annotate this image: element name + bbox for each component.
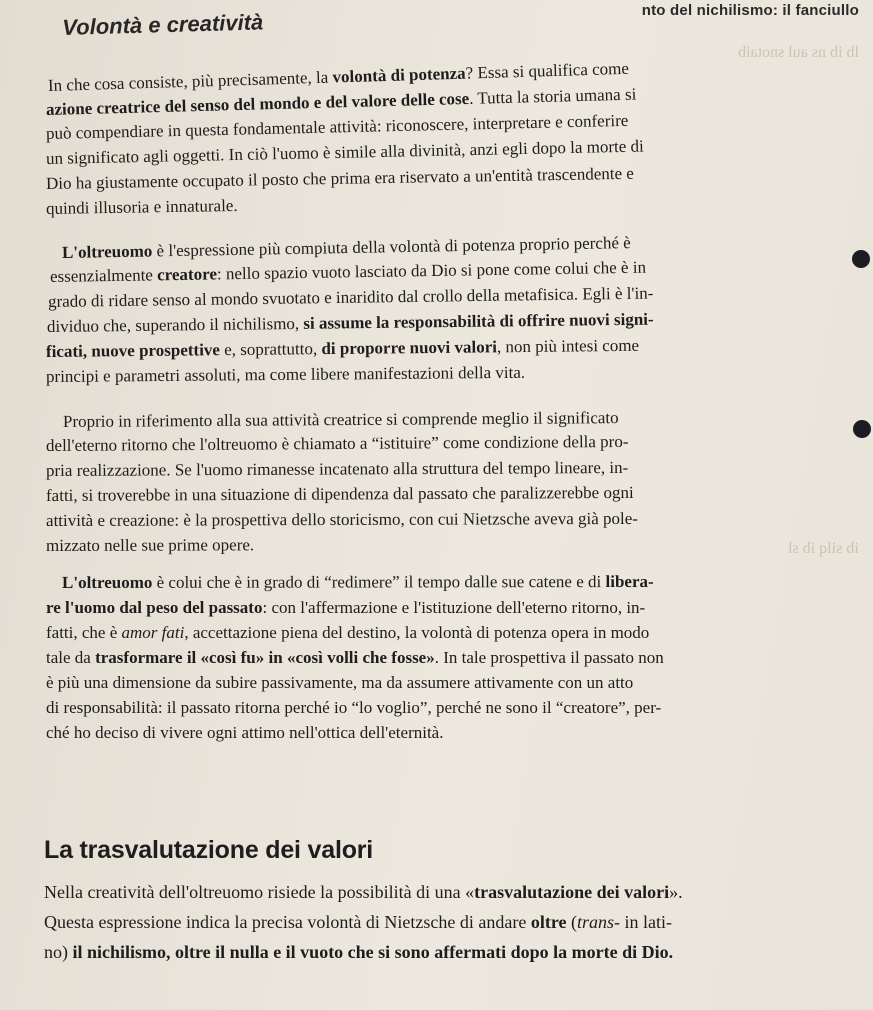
paragraph-4-line-4: tale da trasformare il «così fu» in «così volli che fosse». In tale prospettiva il passato non bbox=[46, 648, 664, 667]
paragraph-2-line-5: ficati, nuove prospettive e, soprattutto, di proporre nuovi valori, non più intesi come bbox=[45, 335, 640, 361]
paragraph-1-line-3: può compendiare in questa fondamentale attività: riconoscere, interpretare e conferire bbox=[45, 110, 629, 143]
paragraph-4-line-6: di responsabilità: il passato ritorna perché io “lo voglio”, perché ne sono il “creatore”, per- bbox=[46, 698, 662, 717]
show-through-decoration: lb ib ns aul snotaib bbox=[738, 44, 859, 61]
paragraph-4-line-2: re l'uomo dal peso del passato: con l'affermazione e l'istituzione dell'eterno ritorno, in- bbox=[46, 598, 646, 617]
running-head: nto del nichilismo: il fanciullo bbox=[641, 2, 859, 19]
paragraph-5-line-3: no) il nichilismo, oltre il nulla e il vuoto che si sono affermati dopo la morte di Dio. bbox=[44, 942, 674, 962]
paragraph-3-line-6: mizzato nelle sue prime opere. bbox=[45, 535, 255, 555]
paragraph-4-line-7: ché ho deciso di vivere ogni attimo nell'ottica dell'eternità. bbox=[46, 723, 444, 742]
subheading: La trasvalutazione dei valori bbox=[44, 836, 374, 864]
paragraph-4-line-3: fatti, che è amor fati, accettazione piena del destino, la volontà di potenza opera in modo bbox=[46, 623, 650, 642]
paragraph-3-line-5: attività e creazione: è la prospettiva dello storicismo, con cui Nietzsche aveva già pole- bbox=[45, 508, 638, 530]
paragraph-3-line-4: fatti, si troverebbe in una situazione di dipendenza dal passato che paralizzerebbe ogni bbox=[45, 482, 634, 505]
show-through-decoration: ib silq ib sl bbox=[788, 540, 859, 557]
paragraph-1-line-5: Dio ha giustamente occupato il posto che prima era riservato a un'entità trascendente e bbox=[45, 163, 634, 193]
paragraph-2-line-1: L'oltreuomo è l'espressione più compiuta della volontà di potenza proprio perché è bbox=[61, 233, 631, 262]
paragraph-1-line-4: un significato agli oggetti. In ciò l'uomo è simile alla divinità, anzi egli dopo la morte di bbox=[45, 136, 644, 168]
paragraph-4-line-5: è più una dimensione da subire passivamente, ma da assumere attivamente con un atto bbox=[46, 673, 634, 692]
margin-dot-decoration bbox=[852, 250, 870, 268]
paragraph-4-line-1: L'oltreuomo è colui che è in grado di “redimere” il tempo dalle sue catene e di libera- bbox=[61, 571, 654, 592]
paragraph-2-line-6: principi e parametri assoluti, ma come libere manifestazioni della vita. bbox=[45, 362, 526, 386]
paragraph-1-line-2: azione creatrice del senso del mondo e del valore delle cose. Tutta la storia umana si bbox=[45, 84, 637, 119]
paragraph-2-line-4: dividuo che, superando il nichilismo, si assume la responsabilità di offrire nuovi signi- bbox=[46, 309, 654, 336]
paragraph-2-line-2: essenzialmente creatore: nello spazio vuoto lasciato da Dio si pone come colui che è in bbox=[49, 257, 647, 286]
paragraph-3-line-2: dell'eterno ritorno che l'oltreuomo è chiamato a “istituire” come condizione della pro- bbox=[45, 431, 629, 455]
paragraph-2-line-3: grado di ridare senso al mondo svuotato e inaridito dal crollo della metafisica. Egli è l'in- bbox=[47, 283, 654, 311]
paragraph-3-line-3: pria realizzazione. Se l'uomo rimanesse incatenato alla struttura del tempo lineare, in- bbox=[45, 457, 629, 480]
section-title: Volontà e creatività bbox=[62, 9, 264, 40]
paragraph-1-line-6: quindi illusoria e innaturale. bbox=[45, 195, 238, 218]
margin-dot-decoration bbox=[853, 420, 871, 438]
paragraph-5-line-1: Nella creatività dell'oltreuomo risiede la possibilità di una «trasvalutazione dei valori». bbox=[44, 882, 683, 902]
paragraph-1-line-1: In che cosa consiste, più precisamente, la volontà di potenza? Essa si qualifica come bbox=[47, 58, 630, 95]
paragraph-5-line-2: Questa espressione indica la precisa volontà di Nietzsche di andare oltre (trans- in lati- bbox=[44, 912, 672, 932]
paragraph-3-line-1: Proprio in riferimento alla sua attività creatrice si comprende meglio il significato bbox=[62, 408, 619, 431]
